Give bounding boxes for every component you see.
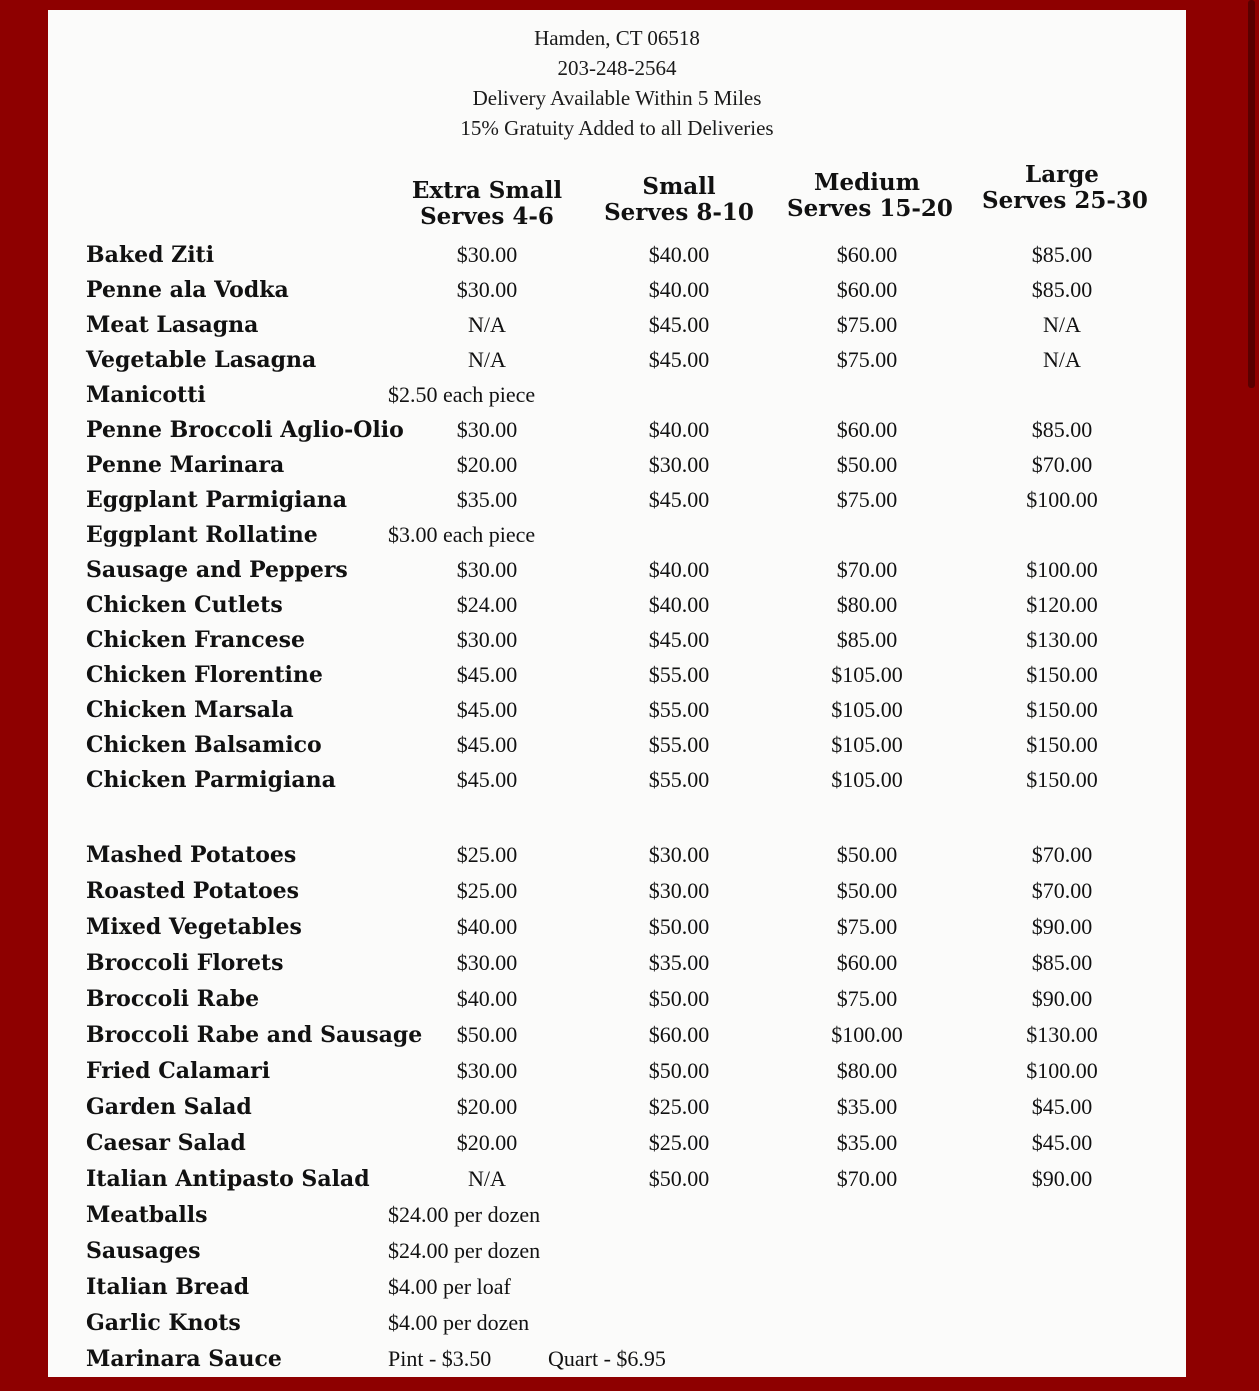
price-extra-small: $50.00: [456, 1022, 518, 1047]
price-small: $50.00: [648, 1058, 710, 1083]
menu-page: [48, 10, 1186, 1377]
item-name: Mixed Vegetables: [86, 914, 302, 940]
price-extra-small: $30.00: [456, 242, 518, 267]
price-large: $45.00: [1031, 1094, 1093, 1119]
price-small: $55.00: [648, 732, 710, 757]
price-large: $100.00: [1026, 487, 1098, 512]
item-name: Penne Marinara: [86, 452, 285, 478]
price-small: $30.00: [648, 452, 710, 477]
menu-row: [48, 1238, 1186, 1272]
price-large: $90.00: [1031, 1166, 1093, 1191]
price-extra-small: $35.00: [456, 487, 518, 512]
menu-row: [48, 522, 1186, 556]
column-header-large: [982, 161, 1148, 214]
price-small: $60.00: [648, 1022, 710, 1047]
price-medium: $50.00: [836, 452, 898, 477]
price-medium: $80.00: [836, 592, 898, 617]
price-extra-small: N/A: [468, 347, 506, 372]
price-medium: $105.00: [831, 767, 903, 792]
price-note: $24.00 per dozen: [388, 1238, 541, 1263]
price-large: $150.00: [1026, 697, 1098, 722]
price-medium: $35.00: [836, 1130, 898, 1155]
price-small: $55.00: [648, 662, 710, 687]
price-large: $150.00: [1026, 732, 1098, 757]
price-extra-small: $30.00: [456, 627, 518, 652]
price-large: $85.00: [1031, 277, 1093, 302]
price-note: $2.50 each piece: [388, 382, 536, 407]
price-small: $40.00: [648, 417, 710, 442]
price-extra-small: $45.00: [456, 697, 518, 722]
price-note: $4.00 per loaf: [388, 1274, 511, 1299]
item-name: Chicken Cutlets: [86, 592, 283, 618]
item-name: Eggplant Parmigiana: [86, 487, 348, 513]
price-large: $150.00: [1026, 767, 1098, 792]
menu-row: [48, 242, 1186, 276]
price-note-quart: Quart - $6.95: [548, 1346, 666, 1371]
price-medium: $60.00: [836, 950, 898, 975]
price-medium: $105.00: [831, 697, 903, 722]
gratuity-note: 15% Gratuity Added to all Deliveries: [460, 116, 774, 140]
item-name: Sausages: [86, 1238, 201, 1264]
menu-row: [48, 697, 1186, 731]
size-label: Large: [1025, 161, 1099, 188]
item-name: Fried Calamari: [86, 1058, 271, 1084]
price-small: $45.00: [648, 487, 710, 512]
item-name: Chicken Marsala: [86, 697, 294, 723]
serves-label: Serves 4-6: [420, 203, 554, 230]
price-small: $55.00: [648, 697, 710, 722]
serves-label: Serves 25-30: [982, 187, 1148, 214]
price-large: $70.00: [1031, 878, 1093, 903]
menu-row: [48, 767, 1186, 801]
menu-row: [48, 986, 1186, 1020]
menu-row: [48, 347, 1186, 381]
menu-row: [48, 452, 1186, 486]
menu-row: [48, 627, 1186, 661]
price-large: N/A: [1043, 312, 1081, 337]
item-name: Broccoli Rabe and Sausage: [86, 1022, 423, 1048]
item-name: Chicken Balsamico: [86, 732, 322, 758]
price-large: N/A: [1043, 347, 1081, 372]
price-large: $100.00: [1026, 1058, 1098, 1083]
menu-row: [48, 487, 1186, 521]
item-name: Broccoli Florets: [86, 950, 284, 976]
item-name: Sausage and Peppers: [86, 557, 348, 583]
price-large: $90.00: [1031, 986, 1093, 1011]
item-name: Chicken Francese: [86, 627, 306, 653]
price-large: $150.00: [1026, 662, 1098, 687]
price-small: $40.00: [648, 557, 710, 582]
delivery-note: Delivery Available Within 5 Miles: [472, 86, 762, 110]
item-name: Manicotti: [86, 382, 206, 408]
price-medium: $60.00: [836, 277, 898, 302]
menu-row: [48, 592, 1186, 626]
menu-row: [48, 1166, 1186, 1200]
item-name: Baked Ziti: [86, 242, 215, 268]
item-name: Marinara Sauce: [86, 1346, 282, 1372]
price-medium: $50.00: [836, 842, 898, 867]
item-name: Chicken Florentine: [86, 662, 323, 688]
scrollbar-thumb[interactable]: [1248, 0, 1255, 388]
price-medium: $60.00: [836, 242, 898, 267]
price-large: $70.00: [1031, 842, 1093, 867]
price-small: $50.00: [648, 1166, 710, 1191]
menu-row: [48, 1094, 1186, 1128]
menu-row: [48, 312, 1186, 346]
price-extra-small: $30.00: [456, 417, 518, 442]
menu-row: [48, 277, 1186, 311]
item-name: Mashed Potatoes: [86, 842, 297, 868]
price-medium: $50.00: [836, 878, 898, 903]
price-medium: $70.00: [836, 557, 898, 582]
item-name: Italian Bread: [86, 1274, 250, 1300]
price-extra-small: $45.00: [456, 732, 518, 757]
price-medium: $75.00: [836, 347, 898, 372]
item-name: Garlic Knots: [86, 1310, 241, 1336]
menu-row: [48, 382, 1186, 416]
item-name: Italian Antipasto Salad: [86, 1166, 370, 1192]
price-medium: $105.00: [831, 662, 903, 687]
item-name: Penne Broccoli Aglio-Olio: [86, 417, 404, 443]
item-name: Meat Lasagna: [86, 312, 259, 338]
size-label: Extra Small: [411, 177, 563, 204]
price-medium: $80.00: [836, 1058, 898, 1083]
item-name: Eggplant Rollatine: [86, 522, 318, 548]
price-small: $55.00: [648, 767, 710, 792]
price-extra-small: N/A: [468, 312, 506, 337]
menu-row: [48, 1058, 1186, 1092]
price-small: $25.00: [648, 1130, 710, 1155]
price-medium: $100.00: [831, 1022, 903, 1047]
size-label: Small: [642, 173, 716, 200]
item-name: Roasted Potatoes: [86, 878, 300, 904]
column-header-extra-small: [407, 178, 567, 230]
price-small: $50.00: [648, 914, 710, 939]
price-small: $45.00: [648, 312, 710, 337]
price-small: $45.00: [648, 627, 710, 652]
price-note: $3.00 each piece: [388, 522, 536, 547]
price-extra-small: $24.00: [456, 592, 518, 617]
price-extra-small: $20.00: [456, 1130, 518, 1155]
item-name: Garden Salad: [86, 1094, 252, 1120]
item-name: Broccoli Rabe: [86, 986, 260, 1012]
price-note-pint: Pint - $3.50: [388, 1346, 492, 1371]
menu-row: [48, 1346, 1186, 1380]
menu-row: [48, 1310, 1186, 1344]
price-medium: $35.00: [836, 1094, 898, 1119]
size-label: Medium: [814, 169, 920, 196]
price-small: $50.00: [648, 986, 710, 1011]
price-extra-small: $25.00: [456, 842, 518, 867]
price-large: $120.00: [1026, 592, 1098, 617]
price-medium: $105.00: [831, 732, 903, 757]
price-extra-small: $40.00: [456, 914, 518, 939]
price-large: $130.00: [1026, 627, 1098, 652]
menu-row: [48, 1130, 1186, 1164]
menu-row: [48, 950, 1186, 984]
price-large: $45.00: [1031, 1130, 1093, 1155]
price-extra-small: $45.00: [456, 662, 518, 687]
price-large: $130.00: [1026, 1022, 1098, 1047]
price-small: $40.00: [648, 242, 710, 267]
menu-row: [48, 417, 1186, 451]
item-name: Vegetable Lasagna: [86, 347, 317, 373]
price-small: $35.00: [648, 950, 710, 975]
price-medium: $75.00: [836, 312, 898, 337]
price-extra-small: $30.00: [456, 277, 518, 302]
menu-row: [48, 662, 1186, 696]
price-large: $85.00: [1031, 950, 1093, 975]
menu-row: [48, 1022, 1186, 1056]
price-extra-small: $30.00: [456, 1058, 518, 1083]
price-small: $25.00: [648, 1094, 710, 1119]
price-extra-small: $45.00: [456, 767, 518, 792]
column-header-small: [599, 174, 759, 226]
menu-row: [48, 732, 1186, 766]
phone-number: 203-248-2564: [557, 56, 677, 80]
price-large: $85.00: [1031, 242, 1093, 267]
item-name: Penne ala Vodka: [86, 277, 289, 303]
price-small: $40.00: [648, 592, 710, 617]
price-extra-small: $30.00: [456, 557, 518, 582]
price-medium: $75.00: [836, 487, 898, 512]
price-large: $85.00: [1031, 417, 1093, 442]
price-extra-small: $20.00: [456, 452, 518, 477]
price-small: $30.00: [648, 842, 710, 867]
price-medium: $85.00: [836, 627, 898, 652]
menu-row: [48, 878, 1186, 912]
price-small: $30.00: [648, 878, 710, 903]
menu-row: [48, 557, 1186, 591]
item-name: Caesar Salad: [86, 1130, 246, 1156]
price-extra-small: $40.00: [456, 986, 518, 1011]
price-medium: $75.00: [836, 914, 898, 939]
serves-label: Serves 8-10: [604, 199, 754, 226]
item-name: Meatballs: [86, 1202, 208, 1228]
price-extra-small: $20.00: [456, 1094, 518, 1119]
price-large: $90.00: [1031, 914, 1093, 939]
price-large: $100.00: [1026, 557, 1098, 582]
column-header-medium: [787, 169, 953, 222]
menu-row: [48, 1202, 1186, 1236]
address-line: Hamden, CT 06518: [534, 26, 700, 50]
price-medium: $70.00: [836, 1166, 898, 1191]
price-small: $45.00: [648, 347, 710, 372]
menu-row: [48, 914, 1186, 948]
price-extra-small: N/A: [468, 1166, 506, 1191]
menu-row: [48, 1274, 1186, 1308]
price-medium: $75.00: [836, 986, 898, 1011]
price-extra-small: $25.00: [456, 878, 518, 903]
serves-label: Serves 15-20: [787, 195, 953, 222]
price-medium: $60.00: [836, 417, 898, 442]
item-name: Chicken Parmigiana: [86, 767, 336, 793]
price-extra-small: $30.00: [456, 950, 518, 975]
price-note: $4.00 per dozen: [388, 1310, 530, 1335]
price-note: $24.00 per dozen: [388, 1202, 541, 1227]
price-small: $40.00: [648, 277, 710, 302]
menu-row: [48, 842, 1186, 876]
price-large: $70.00: [1031, 452, 1093, 477]
